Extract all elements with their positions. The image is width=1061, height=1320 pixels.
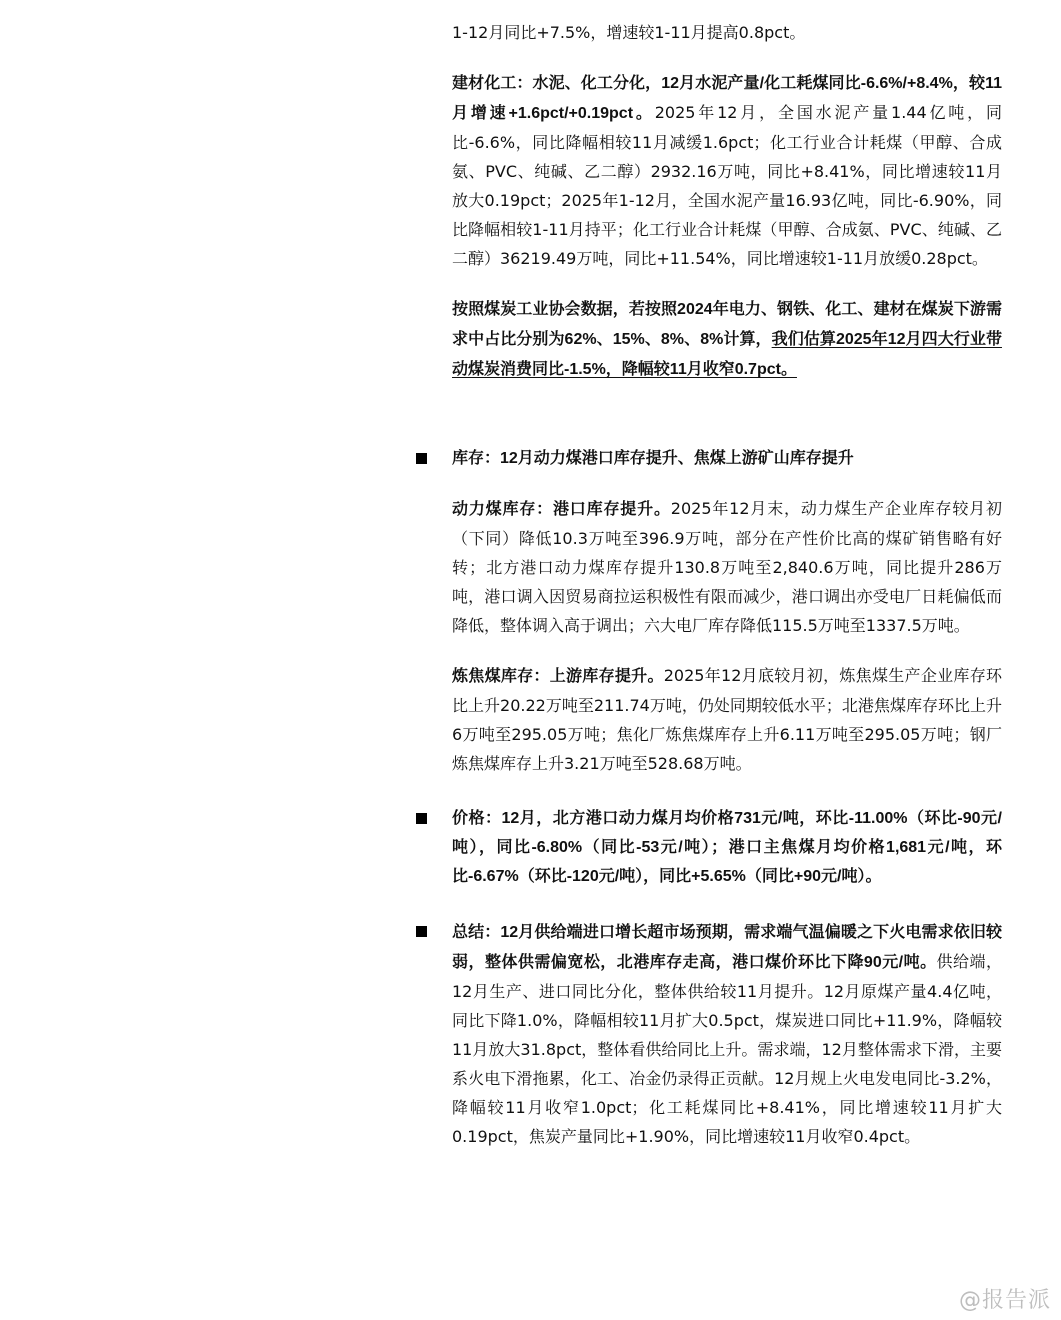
section-price xyxy=(452,804,1002,891)
paragraph-body-text: 供给端，12月生产、进口同比分化，整体供给较11月提升。12月原煤产量4.4亿吨，同比下降1.0%，降幅相较11月扩大0.5pct，煤炭进口同比+11.9%，降幅较11月放大31.8pct，整体看供给同比上升。需求端，12月整体需求下滑，主要系火电下滑拖累，化工、冶金仍录得正贡献。12月规上火电发电同比-3.2%，降幅较11月收窄1.0pct；化工耗煤同比+8.41%，同比增速较11月扩大0.19pct，焦炭产量同比+1.90%，同比增速较11月收窄0.4pct。 xyxy=(452,952,1002,1146)
underlined-estimate: 我们估算2025年12月四大行业带动煤炭消费同比-1.5%，降幅较11月收窄0.7pct。 xyxy=(452,331,1002,378)
square-bullet-icon xyxy=(416,926,427,937)
paragraph-body-text: 2025年12月，全国水泥产量1.44亿吨，同比-6.6%，同比降幅相较11月减缓1.6pct；化工行业合计耗煤（甲醇、合成氨、PVC、纯碱、乙二醇）2932.16万吨，同比+8.41%，同比增速较11月放大0.19pct；2025年1-12月，全国水泥产量16.93亿吨，同比-6.90%，同比降幅相较1-11月持平；化工行业合计耗煤（甲醇、合成氨、PVC、纯碱、乙二醇）36219.49万吨，同比+11.54%，同比增速较1-11月放缓0.28pct。 xyxy=(452,103,1002,268)
paragraph-production-growth: 1-12月同比+7.5%，增速较1-11月提高0.8pct。 xyxy=(452,23,806,42)
paragraph-lead-bold: 动力煤库存：港口库存提升。 xyxy=(452,501,671,518)
document-body xyxy=(452,18,1002,1151)
section-heading-inventory: 库存：12月动力煤港口库存提升、焦煤上游矿山库存提升 xyxy=(452,450,854,467)
paragraph-lead-bold: 按照煤炭工业协会数据，若按照2024年电力、钢铁、化工、建材在煤炭下游需求中占比分别为62%、15%、8%、8%计算， xyxy=(452,301,1002,348)
paragraph-building-chemicals xyxy=(452,68,1002,273)
square-bullet-icon xyxy=(416,453,427,464)
paragraph-coking-coal-inventory xyxy=(452,661,1002,778)
paragraph-lead-bold: 炼焦煤库存：上游库存提升。 xyxy=(452,668,664,685)
paragraph-consumption-estimate xyxy=(452,294,1002,384)
paragraph-body-text: 2025年12月底较月初，炼焦煤生产企业库存环比上升20.22万吨至211.74万吨，仍处同期较低水平；北港焦煤库存环比上升6万吨至295.05万吨；焦化厂炼焦煤库存上升6.11万吨至295.05万吨；钢厂炼焦煤库存上升3.21万吨至528.68万吨。 xyxy=(452,666,1002,773)
paragraph-summary xyxy=(452,917,1002,1151)
watermark-logo: @报告派 xyxy=(958,1288,1051,1313)
paragraph-thermal-coal-inventory xyxy=(452,494,1002,640)
paragraph-lead-bold: 建材化工：水泥、化工分化，12月水泥产量/化工耗煤同比-6.6%/+8.4%，较11月增速+1.6pct/+0.19pct。 xyxy=(452,75,1002,122)
square-bullet-icon xyxy=(416,813,427,824)
section-inventory xyxy=(452,444,1002,473)
paragraph-lead-bold: 总结：12月供给端进口增长超市场预期，需求端气温偏暖之下火电需求依旧较弱，整体供需偏宽松，北港库存走高，港口煤价环比下降90元/吨。 xyxy=(452,924,1002,971)
section-summary xyxy=(452,917,1002,1151)
paragraph-price: 价格：12月，北方港口动力煤月均价格731元/吨，环比-11.00%（环比-90元/吨），同比-6.80%（同比-53元/吨）；港口主焦煤月均价格1,681元/吨，环比-6.67%（环比-120元/吨），同比+5.65%（同比+90元/吨）。 xyxy=(452,810,1002,885)
paragraph-body-text: 2025年12月末，动力煤生产企业库存较月初（下同）降低10.3万吨至396.9万吨，部分在产性价比高的煤矿销售略有好转；北方港口动力煤库存提升130.8万吨至2,840.6万吨，同比提升286万吨，港口调入因贸易商拉运积极性有限而减少，港口调出亦受电厂日耗偏低而降低，整体调入高于调出；六大电厂库存降低115.5万吨至1337.5万吨。 xyxy=(452,499,1002,635)
